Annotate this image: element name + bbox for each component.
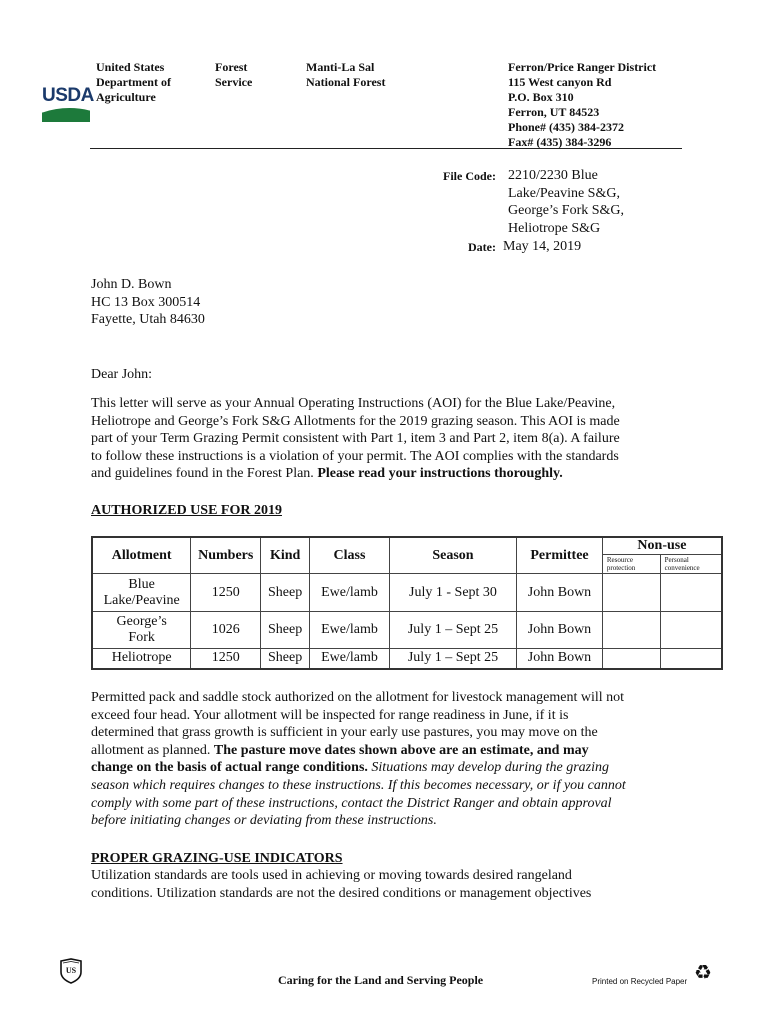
paragraph-line: part of your Term Grazing Permit consistent with Part 1, item 3 and Part 2, item 8(a). A failure <box>91 431 620 447</box>
cell-season: July 1 – Sept 25 <box>389 649 516 669</box>
file-code-line: Heliotrope S&G <box>508 220 601 236</box>
forest-line: National Forest <box>306 75 386 89</box>
cell-resource-protection <box>602 574 660 612</box>
cell-numbers: 1250 <box>191 649 261 669</box>
cell-kind: Sheep <box>261 649 310 669</box>
cell-permittee: John Bown <box>517 649 603 669</box>
cell-allotment <box>92 574 191 612</box>
header-resource-protection: Resource protection <box>602 555 660 574</box>
header-permittee: Permittee <box>517 537 603 574</box>
service-line: Service <box>215 75 253 89</box>
header-season: Season <box>389 537 516 574</box>
paragraph-line: season which requires changes to these instructions. If this becomes necessary, or if you cannot <box>91 777 626 793</box>
usda-logo-text: USDA <box>42 85 94 106</box>
cell-personal-convenience <box>660 612 722 649</box>
recipient-line: Fayette, Utah 84630 <box>91 312 205 328</box>
cell-kind: Sheep <box>261 612 310 649</box>
cell-numbers: 1026 <box>191 612 261 649</box>
paragraph-line <box>91 742 626 760</box>
service-line: Forest <box>215 60 248 74</box>
usda-logo-swoosh <box>42 106 90 122</box>
agency-line: United States <box>96 60 165 74</box>
paragraph-line: exceed four head. Your allotment will be inspected for range readiness in June, if it is <box>91 707 569 723</box>
salutation: Dear John: <box>91 367 153 382</box>
cell-permittee: John Bown <box>517 612 603 649</box>
agency-line: Agriculture <box>96 90 156 104</box>
forest-line: Manti-La Sal <box>306 60 375 74</box>
district-line: Fax# (435) 384-3296 <box>508 135 612 149</box>
cell-class: Ewe/lamb <box>310 649 390 669</box>
cell-text: Fork <box>128 630 155 645</box>
paragraph-text: allotment as planned. <box>91 742 214 758</box>
district-line: P.O. Box 310 <box>508 90 574 104</box>
cell-allotment <box>92 612 191 649</box>
district-line: Ferron, UT 84523 <box>508 105 600 119</box>
paragraph-text: and guidelines found in the Forest Plan. <box>91 466 318 482</box>
table-row <box>92 612 722 649</box>
cell-text: Lake/Peavine <box>103 592 180 608</box>
paragraph-line: This letter will serve as your Annual Operating Instructions (AOI) for the Blue Lake/Peavine, <box>91 396 616 411</box>
usda-logo <box>42 85 94 122</box>
cell-class: Ewe/lamb <box>310 574 390 612</box>
cell-resource-protection <box>602 612 660 649</box>
header-numbers: Numbers <box>191 537 261 574</box>
cell-class: Ewe/lamb <box>310 612 390 649</box>
header-nonuse: Non-use <box>602 537 722 555</box>
cell-personal-convenience <box>660 649 722 669</box>
intro-paragraph <box>91 395 620 483</box>
table-row <box>92 574 722 612</box>
grazing-paragraph <box>91 867 591 902</box>
letterhead-rule <box>90 148 682 149</box>
cell-personal-convenience <box>660 574 722 612</box>
date-value: May 14, 2019 <box>503 239 582 254</box>
file-code-value <box>508 167 624 237</box>
cell-text: Blue <box>128 576 155 592</box>
cell-text: George’s <box>116 614 167 629</box>
file-code-line: 2210/2230 Blue <box>508 168 598 183</box>
paragraph-line <box>91 759 626 777</box>
italic-text: Situations may develop during the grazing <box>367 760 610 776</box>
permitted-paragraph <box>91 689 626 830</box>
district-line: Phone# (435) 384-2372 <box>508 120 624 134</box>
header-class: Class <box>310 537 390 574</box>
cell-allotment: Heliotrope <box>92 649 191 669</box>
cell-kind: Sheep <box>261 574 310 612</box>
authorized-use-heading: AUTHORIZED USE FOR 2019 <box>91 503 282 518</box>
shield-text: US <box>65 966 77 975</box>
cell-numbers: 1250 <box>191 574 261 612</box>
paragraph-line: comply with some part of these instructions, contact the District Ranger and obtain approval <box>91 795 612 811</box>
paragraph-line: Permitted pack and saddle stock authorized on the allotment for livestock management will not <box>91 690 625 705</box>
agency-name <box>96 60 171 105</box>
header-allotment: Allotment <box>92 537 191 574</box>
recycled-paper-note: Printed on Recycled Paper <box>592 977 688 986</box>
agency-line: Department of <box>96 75 171 89</box>
district-line: Ferron/Price Ranger District <box>508 60 657 74</box>
paragraph-line: determined that grass growth is sufficient in your early use pastures, you may move on the <box>91 725 598 741</box>
paragraph-line: conditions. Utilization standards are not the desired conditions or management objectives <box>91 885 592 901</box>
cell-permittee: John Bown <box>517 574 603 612</box>
recipient-address <box>91 276 205 329</box>
paragraph-line: before initiating changes or deviating from these instructions. <box>91 813 437 829</box>
file-code-label: File Code: <box>443 169 496 183</box>
table-header-row <box>92 537 722 555</box>
emphasis-text: The pasture move dates shown above are an estimate, and may <box>213 742 589 758</box>
district-address <box>508 60 656 150</box>
recycle-icon: ♻ <box>694 960 712 984</box>
cell-resource-protection <box>602 649 660 669</box>
footer-motto: Caring for the Land and Serving People <box>278 973 484 987</box>
emphasis-text: change on the basis of actual range conditions. <box>91 760 368 776</box>
file-code-line: Lake/Peavine S&G, <box>508 185 620 201</box>
district-line: 115 West canyon Rd <box>508 75 612 89</box>
header-kind: Kind <box>261 537 310 574</box>
paragraph-line: to follow these instructions is a violation of your permit. The AOI complies with the standards <box>91 448 619 464</box>
authorized-use-table <box>91 536 723 670</box>
file-code-line: George’s Fork S&G, <box>508 203 625 219</box>
recipient-line: HC 13 Box 300514 <box>91 294 201 310</box>
grazing-indicators-heading: PROPER GRAZING-USE INDICATORS <box>91 851 343 866</box>
date-label: Date: <box>468 240 496 254</box>
paragraph-line <box>91 465 620 483</box>
paragraph-line: Heliotrope and George’s Fork S&G Allotments for the 2019 grazing season. This AOI is made <box>91 413 620 429</box>
forest-name <box>306 60 385 90</box>
table-row <box>92 649 722 669</box>
forest-service-shield-icon <box>59 958 83 984</box>
header-personal-convenience: Personal convenience <box>660 555 722 574</box>
service-name <box>215 60 252 90</box>
cell-season: July 1 - Sept 30 <box>389 574 516 612</box>
recipient-line: John D. Bown <box>91 277 172 292</box>
cell-season: July 1 – Sept 25 <box>389 612 516 649</box>
paragraph-line: Utilization standards are tools used in achieving or moving towards desired rangeland <box>91 868 572 883</box>
emphasis-text: Please read your instructions thoroughly. <box>317 466 563 482</box>
